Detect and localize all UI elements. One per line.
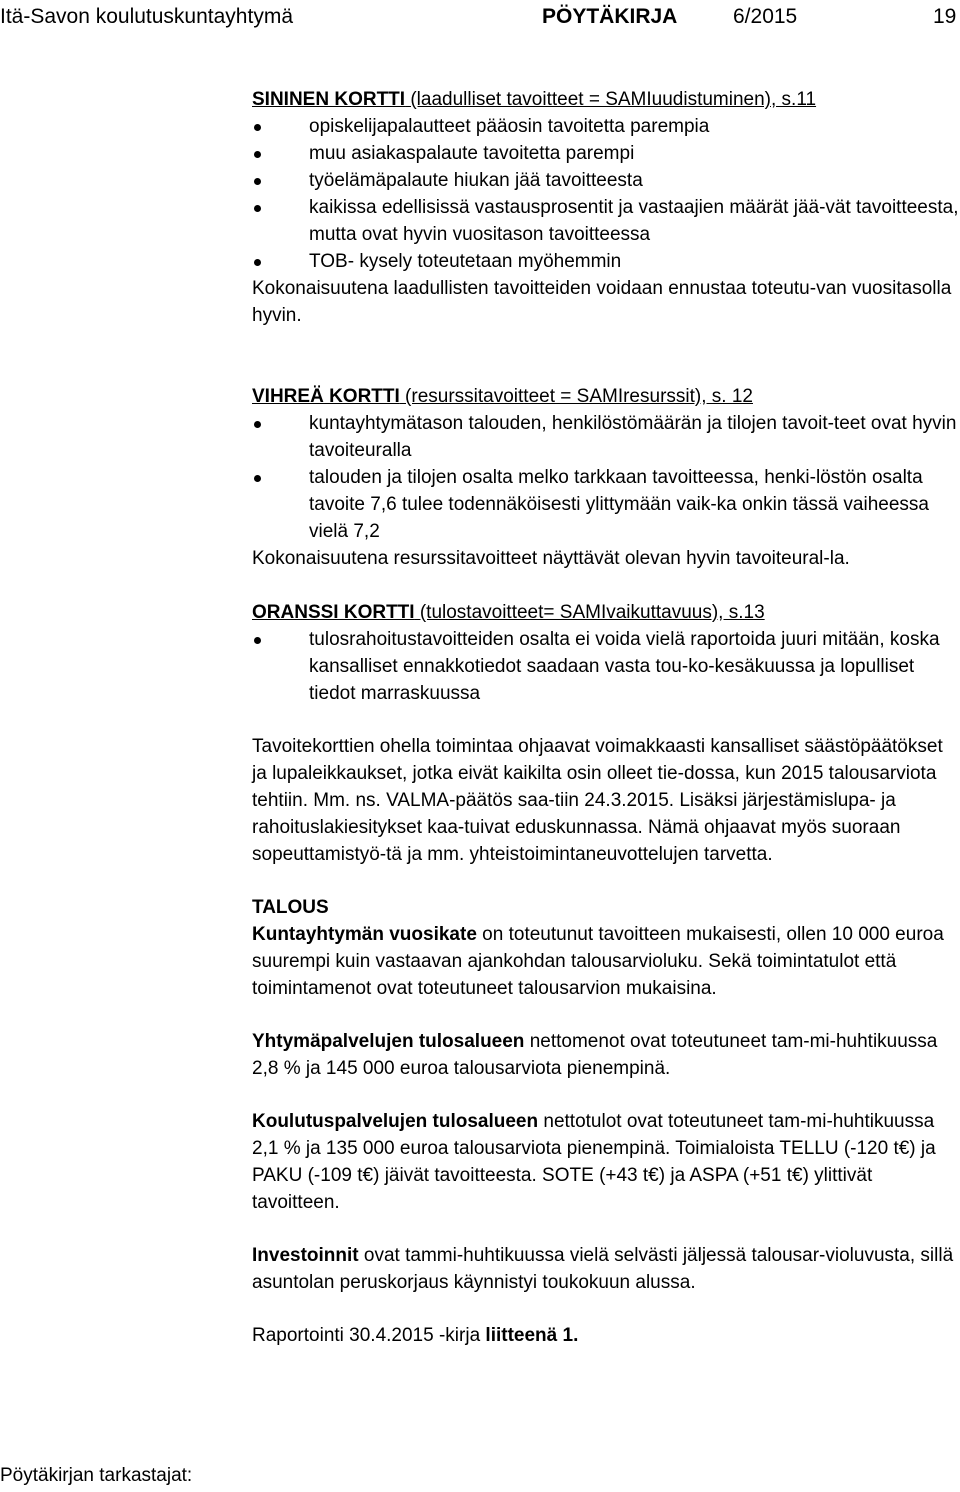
green-card-summary: Kokonaisuutena resurssitavoitteet näyttävät olevan hyvin tavoiteural-la. [252,548,850,569]
green-card-subtitle: (resurssitavoitteet = SAMIresurssit), s. 12 [399,386,753,407]
list-item: TOB- kysely toteutetaan myöhemmin [252,248,960,275]
raportointi-text: Raportointi 30.4.2015 -kirja [252,1325,486,1346]
targets-paragraph: Tavoitekorttien ohella toimintaa ohjaavat voimakkaasti kansalliset säästöpäätökset ja lupaleikkaukset, jotka eivät kaikilta osin olleet tie-dossa, kun 2015 talousarviota tehtiin. Mm. ns. VALMA-päätös saa-tiin 24.3.2015. Lisäksi järjestämislupa- ja rahoituslakiesitykset kaa-tuivat eduskunnassa. Nämä ohjaavat myös suoraan sopeuttamistyö-tä ja mm. yhteistoimintaneuvottelujen tarvetta. [252,736,943,865]
document-body [252,86,960,1349]
page-header [0,4,960,30]
list-item: kaikissa edellisissä vastausprosentit ja vastaajien määrät jää-vät tavoitteesta, mutta ovat hyvin vuositason tavoitteessa [252,194,960,248]
investoinnit-paragraph [252,1242,960,1296]
vuosikate-lead: Kuntayhtymän vuosikate [252,924,477,945]
blue-card-subtitle: (laadulliset tavoitteet = SAMIuudistuminen), s.11 [405,89,817,110]
vuosikate-paragraph [252,921,960,1002]
blue-card-title: SININEN KORTTI [252,89,406,110]
organization-name: Itä-Savon koulutuskuntayhtymä [0,5,293,28]
orange-card-title: ORANSSI KORTTI [252,602,415,623]
blue-card-list [252,113,960,275]
blue-card-summary: Kokonaisuutena laadullisten tavoitteiden voidaan ennustaa toteutu-van vuositasolla hyvin. [252,278,952,326]
page-number: 19 [933,5,957,28]
koulutus-lead: Koulutuspalvelujen tulosalueen [252,1111,539,1132]
yhtyma-text: nettomenot ovat toteutuneet tam-mi-huhtikuussa 2,8 % ja 145 000 euroa talousarviota pienempinä. [252,1031,938,1079]
list-item: työelämäpalaute hiukan jää tavoitteesta [252,167,960,194]
yhtyma-lead: Yhtymäpalvelujen tulosalueen [252,1031,525,1052]
vuosikate-text: on toteutunut tavoitteen mukaisesti, ollen 10 000 euroa suurempi kuin vastaavan ajankohdan talousarvioluku. Sekä toimintatulot että toimintamenot ovat toteutuneet talousarvion mukaisina. [252,924,944,999]
list-item: tulosrahoitustavoitteiden osalta ei voida vielä raportoida juuri mitään, koska kansalliset ennakkotiedot saadaan vasta tou-ko-kesäkuussa ja lopulliset tiedot marraskuussa [252,626,960,707]
raportointi-attachment: liitteenä 1. [485,1325,579,1346]
reviewers-label: Pöytäkirjan tarkastajat: [0,1465,193,1486]
document-type: PÖYTÄKIRJA [542,5,678,28]
green-card-title: VIHREÄ KORTTI [252,386,400,407]
orange-card-list [252,626,960,707]
green-card-heading [252,383,960,410]
koulutus-paragraph [252,1108,960,1216]
orange-card-subtitle: (tulostavoitteet= SAMIvaikuttavuus), s.13 [414,602,765,623]
list-item: muu asiakaspalaute tavoitetta parempi [252,140,960,167]
talous-heading: TALOUS [252,897,329,918]
yhtyma-paragraph [252,1028,960,1082]
green-card-list [252,410,960,545]
document-date: 6/2015 [733,5,798,28]
investoinnit-text: ovat tammi-huhtikuussa vielä selvästi jäljessä talousar-violuvusta, sillä asuntolan peruskorjaus käynnistyi toukokuun alussa. [252,1245,954,1293]
investoinnit-lead: Investoinnit [252,1245,359,1266]
raportointi-paragraph [252,1322,960,1349]
list-item: opiskelijapalautteet pääosin tavoitetta parempia [252,113,960,140]
blue-card-heading [252,86,960,113]
list-item: talouden ja tilojen osalta melko tarkkaan tavoitteessa, henki-löstön osalta tavoite 7,6 tulee todennäköisesti ylittymään vaik-ka onkin tässä vaiheessa vielä 7,2 [252,464,960,545]
koulutus-text: nettotulot ovat toteutuneet tam-mi-huhtikuussa 2,1 % ja 135 000 euroa talousarviota pienempinä. Toimialoista TELLU (-120 t€) ja PAKU (-109 t€) jäivät tavoitteesta. SOTE (+43 t€) ja ASPA (+51 t€) ylittivät tavoitteen. [252,1111,936,1213]
orange-card-heading [252,599,960,626]
list-item: kuntayhtymätason talouden, henkilöstömäärän ja tilojen tavoit-teet ovat hyvin tavoiteuralla [252,410,960,464]
